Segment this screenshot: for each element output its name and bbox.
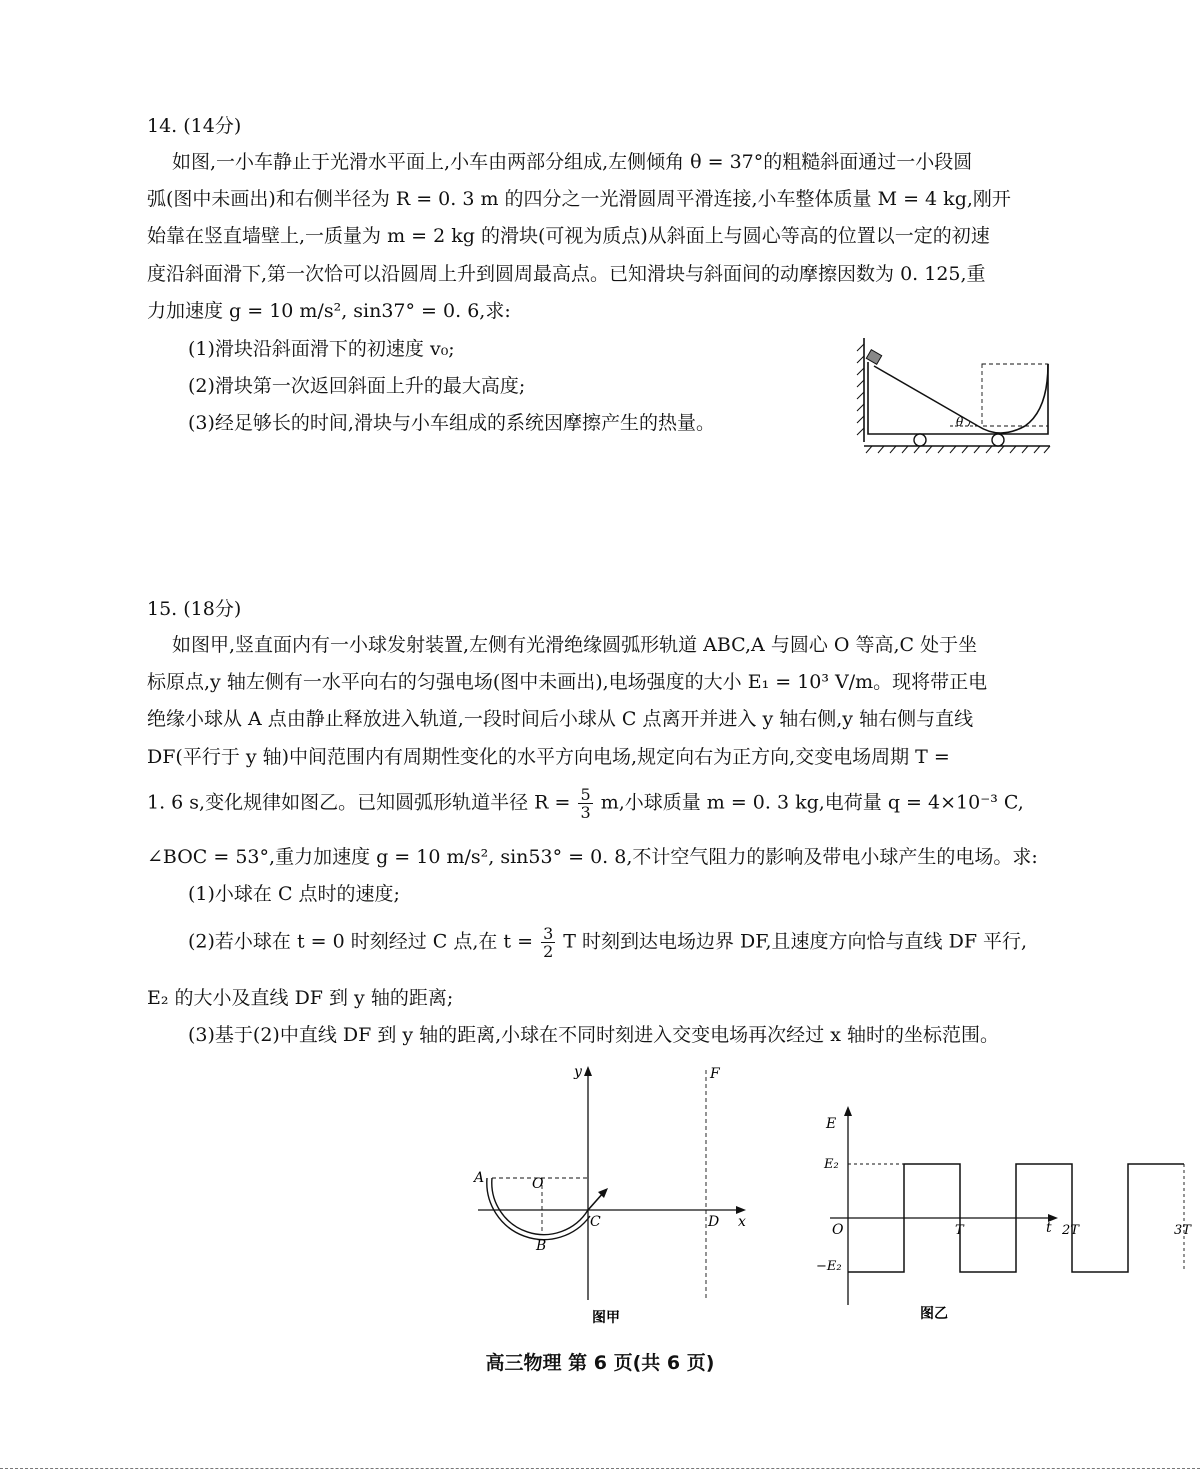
tick-label-T: T [955,1223,964,1238]
label-t: t [1046,1220,1052,1236]
radius-fraction [578,786,592,821]
q15-text-line2: 标原点,y 轴左侧有一水平向右的匀强电场(图中未画出),电场强度的大小 E₁ = 10³ V/m。现将带正电 [147,671,988,693]
radius-fraction-den: 3 [580,803,591,822]
label-A: A [474,1170,485,1186]
q14-item-3: (3)经足够长的时间,滑块与小车组成的系统因摩擦产生的热量。 [188,412,715,434]
label-B: B [536,1238,547,1254]
q15-item2-post: T 时刻到达电场边界 DF,且速度方向恰与直线 DF 平行, [563,930,1028,953]
radius-fraction-num: 5 [580,785,591,804]
q15-item-1: (1)小球在 C 点时的速度; [188,883,400,905]
figure-yi [810,1100,1191,1330]
label-origin: O [832,1222,844,1238]
q14-cart-figure [850,330,1060,460]
bottom-dashed-rule [0,1468,1200,1469]
q15-line5-post: m,小球质量 m = 0. 3 kg,电荷量 q = 4×10⁻³ C, [600,791,1024,814]
q15-item-2-cont: E₂ 的大小及直线 DF 到 y 轴的距离; [147,987,454,1009]
theta-label: θ [956,415,964,429]
label-negE2: −E₂ [816,1259,842,1274]
label-O: O [532,1176,544,1192]
label-x: x [738,1214,746,1230]
q14-text-line5: 力加速度 g = 10 m/s², sin37° = 0. 6,求: [147,300,511,322]
q15-item-2 [188,925,1027,960]
q15-text-line4: DF(平行于 y 轴)中间范围内有周期性变化的水平方向电场,规定向右为正方向,交变电场周期 T = [147,746,950,768]
label-D: D [708,1214,720,1230]
label-F: F [710,1066,720,1082]
q14-text-line3: 始靠在竖直墙壁上,一质量为 m = 2 kg 的滑块(可视为质点)从斜面上与圆心等高的位置以一定的初速 [147,225,990,247]
page-footer: 高三物理 第 6 页(共 6 页) [485,1352,715,1374]
time-fraction-num: 3 [543,924,554,943]
q15-item2-pre: (2)若小球在 t = 0 时刻经过 C 点,在 t = [188,930,534,953]
time-fraction [541,925,555,960]
q14-text-line1: 如图,一小车静止于光滑水平面上,小车由两部分组成,左侧倾角 θ = 37°的粗糙斜面通过一小段圆 [172,151,973,173]
label-E2: E₂ [824,1157,839,1172]
label-y: y [574,1064,582,1080]
tick-label-3T: 3T [1174,1223,1191,1238]
caption-yi: 图乙 [920,1306,948,1322]
q15-text-line3: 绝缘小球从 A 点由静止释放进入轨道,一段时间后小球从 C 点离开并进入 y 轴右侧,y 轴右侧与直线 [147,708,974,730]
q14-header: 14. (14分) [147,115,242,137]
q14-text-line4: 度沿斜面滑下,第一次恰可以沿圆周上升到圆周最高点。已知滑块与斜面间的动摩擦因数为 0. 125,重 [147,263,986,285]
q15-line5-pre: 1. 6 s,变化规律如图乙。已知圆弧形轨道半径 R = [147,791,571,814]
q14-item-2: (2)滑块第一次返回斜面上升的最大高度; [188,375,526,397]
time-fraction-den: 2 [543,942,554,961]
q15-item-3: (3)基于(2)中直线 DF 到 y 轴的距离,小球在不同时刻进入交变电场再次经过 x 轴时的坐标范围。 [188,1024,999,1046]
label-C: C [590,1214,601,1230]
figure-jia [470,1060,770,1330]
q15-text-line1: 如图甲,竖直面内有一小球发射装置,左侧有光滑绝缘圆弧形轨道 ABC,A 与圆心 O 等高,C 处于坐 [172,634,978,656]
q15-text-line5 [147,786,1024,821]
q15-header: 15. (18分) [147,598,242,620]
label-E: E [826,1116,837,1132]
q15-text-line6: ∠BOC = 53°,重力加速度 g = 10 m/s², sin53° = 0. 8,不计空气阻力的影响及带电小球产生的电场。求: [147,846,1038,868]
tick-label-2T: 2T [1062,1223,1079,1238]
caption-jia: 图甲 [592,1310,620,1326]
q14-item-1: (1)滑块沿斜面滑下的初速度 v₀; [188,338,455,360]
q14-text-line2: 弧(图中未画出)和右侧半径为 R = 0. 3 m 的四分之一光滑圆周平滑连接,小车整体质量 M = 4 kg,刚开 [147,188,1011,210]
